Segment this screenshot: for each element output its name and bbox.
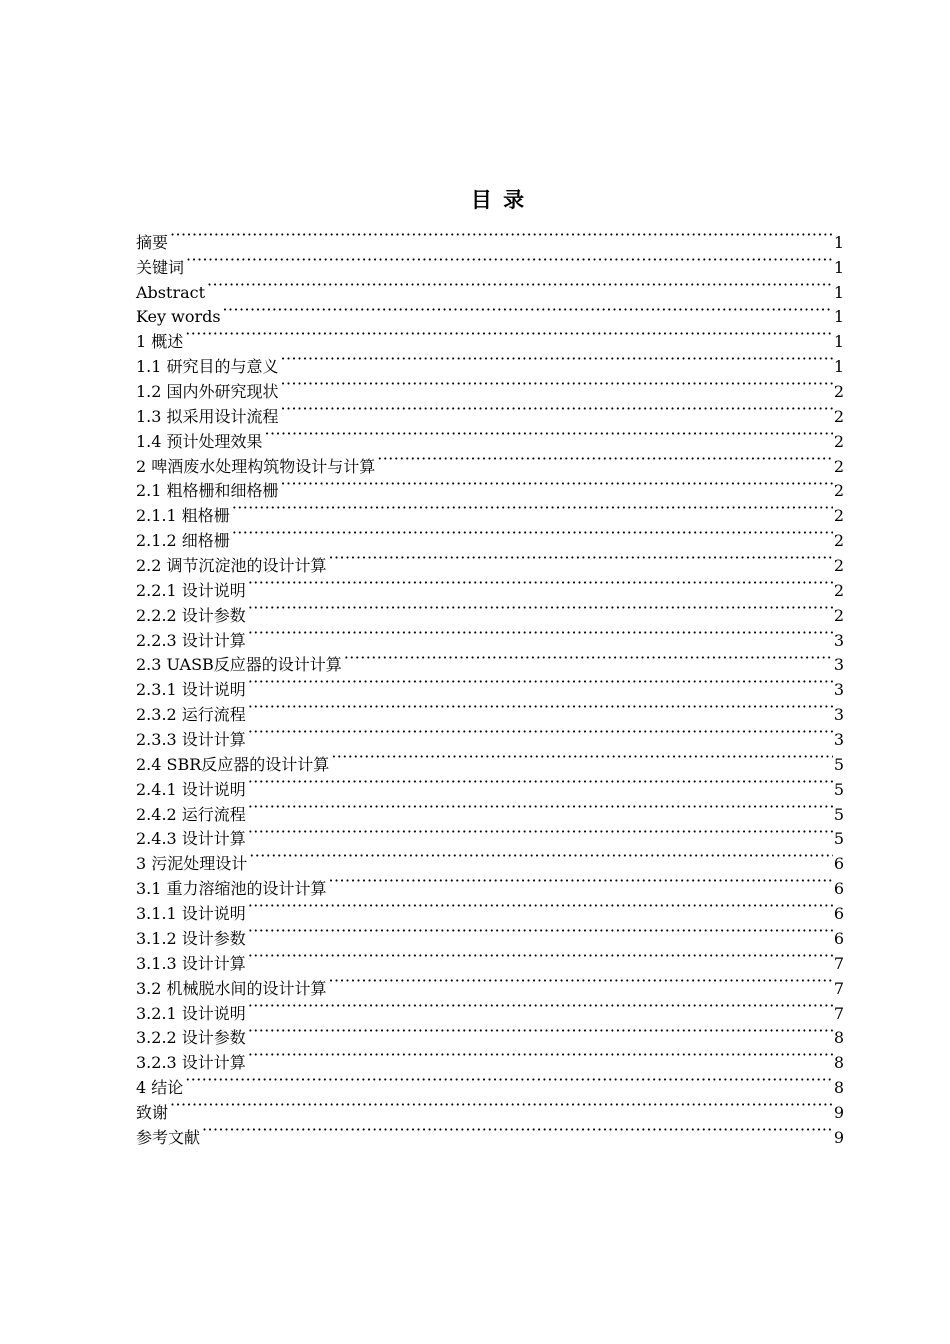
toc-entry-page-number: 2 [833, 456, 844, 476]
toc-entry-label: 2.3.3 设计计算 [136, 730, 246, 750]
toc-entry-label: 关键词 [136, 257, 185, 277]
toc-dot-leader [232, 521, 833, 546]
toc-entry-label: 2.1.1 粗格栅 [136, 506, 230, 526]
toc-entry-label: 2.3 UASB反应器的设计计算 [136, 655, 342, 675]
toc-dot-leader [281, 372, 833, 397]
toc-entry-page-number: 2 [833, 605, 844, 625]
toc-entry-label: 参考文献 [136, 1127, 201, 1147]
toc-entry-page-number: 5 [833, 804, 844, 824]
toc-dot-leader [248, 1019, 833, 1044]
toc-entry-label: 1 概述 [136, 332, 184, 352]
toc-entry-page-number: 1 [833, 307, 844, 327]
toc-dot-leader [186, 248, 833, 273]
toc-entry[interactable] [136, 1068, 844, 1098]
toc-entry-page-number: 6 [833, 879, 844, 899]
toc-entry-page-number: 7 [833, 953, 844, 973]
toc-dot-leader [248, 919, 833, 944]
toc-entry-label: 3.2.3 设计计算 [136, 1053, 246, 1073]
toc-entry-page-number: 5 [833, 829, 844, 849]
toc-dot-leader [281, 472, 833, 497]
toc-entry-page-number: 2 [833, 481, 844, 501]
toc-entry-label: 2.4 SBR反应器的设计计算 [136, 754, 330, 774]
toc-dot-leader [331, 745, 833, 770]
toc-entry-label: 3 污泥处理设计 [136, 854, 248, 874]
toc-dot-leader [248, 1043, 833, 1068]
toc-entry-page-number: 2 [833, 431, 844, 451]
toc-dot-leader [232, 496, 833, 521]
toc-dot-leader [281, 397, 833, 422]
toc-dot-leader [249, 844, 833, 869]
toc-entry-label: 1.4 预计处理效果 [136, 431, 263, 451]
toc-dot-leader [185, 1068, 833, 1093]
toc-entry-page-number: 6 [833, 928, 844, 948]
toc-entry-label: 3.2.1 设计说明 [136, 1003, 246, 1023]
toc-dot-leader [207, 273, 833, 298]
toc-dot-leader [248, 994, 833, 1019]
toc-entry-page-number: 5 [833, 754, 844, 774]
toc-entry-page-number: 8 [833, 1053, 844, 1073]
toc-entry-label: 2.4.3 设计计算 [136, 829, 246, 849]
toc-dot-leader [344, 646, 833, 671]
toc-entry-label: 3.1.2 设计参数 [136, 928, 246, 948]
toc-entry[interactable] [136, 1093, 844, 1122]
toc-dot-leader [248, 571, 833, 596]
toc-entry[interactable] [136, 273, 844, 302]
toc-entry-label: 2 啤酒废水处理构筑物设计与计算 [136, 456, 376, 476]
toc-entry-label: 1.1 研究目的与意义 [136, 357, 279, 377]
toc-dot-leader [248, 944, 833, 969]
toc-entry[interactable] [136, 546, 844, 576]
toc-entry[interactable] [136, 496, 844, 526]
toc-dot-leader [248, 621, 833, 646]
toc-dot-leader [248, 670, 833, 695]
toc-entry-page-number: 9 [833, 1102, 844, 1122]
toc-entry-page-number: 3 [833, 680, 844, 700]
toc-entry-label: 1.3 拟采用设计流程 [136, 406, 279, 426]
toc-entry-label: 1.2 国内外研究现状 [136, 382, 279, 402]
toc-entry-page-number: 3 [833, 705, 844, 725]
toc-dot-leader [170, 1093, 833, 1118]
toc-dot-leader [248, 770, 833, 795]
toc-dot-leader [281, 347, 833, 372]
toc-entry[interactable] [136, 248, 844, 277]
toc-entry-label: 3.1.1 设计说明 [136, 904, 246, 924]
toc-entry-label: 2.1.2 细格栅 [136, 531, 230, 551]
toc-entry-label: 3.2 机械脱水间的设计计算 [136, 978, 327, 998]
toc-entry-label: 2.2.1 设计说明 [136, 580, 246, 600]
toc-dot-leader [223, 298, 833, 323]
toc-entry-label: 2.3.1 设计说明 [136, 680, 246, 700]
toc-dot-leader [248, 720, 833, 745]
toc-entry-label: 2.4.2 运行流程 [136, 804, 246, 824]
toc-entry[interactable] [136, 322, 844, 352]
toc-entry-page-number: 2 [833, 556, 844, 576]
toc-dot-leader [202, 1118, 833, 1143]
toc-entry-label: 2.2.3 设计计算 [136, 630, 246, 650]
toc-entry[interactable] [136, 298, 844, 327]
toc-dot-leader [248, 596, 833, 621]
toc-dot-leader [185, 322, 833, 347]
toc-dot-leader [170, 223, 833, 248]
toc-entry-label: 2.2 调节沉淀池的设计计算 [136, 556, 327, 576]
toc-dot-leader [248, 695, 833, 720]
toc-dot-leader [265, 422, 833, 447]
toc-entry-label: 4 结论 [136, 1078, 184, 1098]
toc-title: 目 录 [470, 188, 527, 212]
toc-entry-page-number: 7 [833, 1003, 844, 1023]
toc-entry-page-number: 1 [833, 332, 844, 352]
toc-entry[interactable] [136, 521, 844, 551]
toc-entry-label: Abstract [136, 282, 206, 302]
toc-entry-label: 3.2.2 设计参数 [136, 1028, 246, 1048]
toc-dot-leader [248, 894, 833, 919]
toc-entry-page-number: 8 [833, 1028, 844, 1048]
toc-entry-page-number: 3 [833, 630, 844, 650]
toc-entry-page-number: 9 [833, 1127, 844, 1147]
toc-entry-page-number: 6 [833, 904, 844, 924]
toc-entry-label: 2.4.1 设计说明 [136, 779, 246, 799]
toc-entry-label: 致谢 [136, 1102, 169, 1122]
toc-entry-page-number: 1 [833, 357, 844, 377]
toc-entry-label: 3.1 重力溶缩池的设计计算 [136, 879, 327, 899]
toc-entry-page-number: 2 [833, 531, 844, 551]
toc-entry-page-number: 3 [833, 730, 844, 750]
toc-entry-page-number: 2 [833, 382, 844, 402]
toc-entry[interactable] [136, 1118, 844, 1147]
toc-dot-leader [329, 969, 833, 994]
toc-entry[interactable] [136, 223, 844, 252]
toc-dot-leader [329, 869, 833, 894]
toc-entry-page-number: 1 [833, 257, 844, 277]
toc-entry-page-number: 3 [833, 655, 844, 675]
toc-entry-label: 2.1 粗格栅和细格栅 [136, 481, 279, 501]
toc-entry-label: Key words [136, 307, 221, 327]
toc-entry-page-number: 7 [833, 978, 844, 998]
toc-entry-page-number: 2 [833, 580, 844, 600]
toc-entry-label: 2.2.2 设计参数 [136, 605, 246, 625]
toc-dot-leader [329, 546, 833, 571]
toc-entry-page-number: 1 [833, 232, 844, 252]
toc-entry[interactable] [136, 347, 844, 377]
toc-entry-page-number: 8 [833, 1078, 844, 1098]
toc-list [136, 223, 844, 1147]
toc-dot-leader [377, 447, 833, 472]
toc-entry-label: 摘要 [136, 232, 169, 252]
toc-entry-page-number: 2 [833, 506, 844, 526]
toc-dot-leader [248, 820, 833, 845]
toc-entry-page-number: 6 [833, 854, 844, 874]
toc-entry-page-number: 5 [833, 779, 844, 799]
toc-entry-page-number: 1 [833, 282, 844, 302]
toc-entry-page-number: 2 [833, 406, 844, 426]
toc-dot-leader [248, 795, 833, 820]
toc-entry-label: 2.3.2 运行流程 [136, 705, 246, 725]
toc-entry-label: 3.1.3 设计计算 [136, 953, 246, 973]
